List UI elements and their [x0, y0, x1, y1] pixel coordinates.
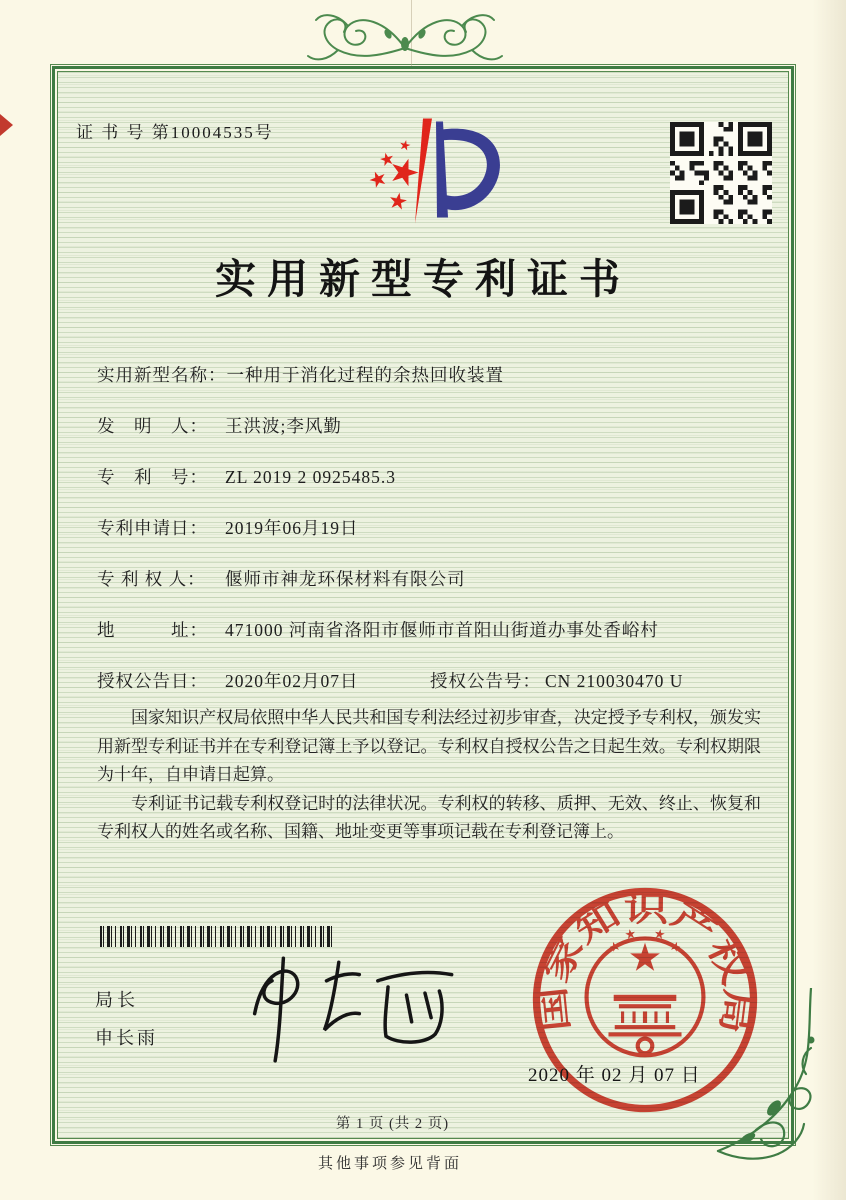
field-label: 实用新型名称：	[97, 365, 227, 385]
director-title: 局长	[95, 990, 139, 1010]
field-list	[97, 363, 769, 720]
legal-paragraph-1: 国家知识产权局依照中华人民共和国专利法经过初步审查，决定授予专利权，颁发实用新型专利证书并在专利登记簿上予以登记。专利权自授权公告之日起生效。专利权期限为十年，自申请日起算。	[97, 708, 761, 784]
field-grant-number	[430, 669, 683, 693]
field-value: 王洪波;李风勤	[225, 416, 342, 436]
field-value: 一种用于消化过程的余热回收装置	[226, 365, 504, 385]
field-row-filing-date	[97, 516, 769, 540]
certificate-title: 实用新型专利证书	[215, 256, 631, 302]
page-indicator: 第 1 页 (共 2 页)	[335, 1116, 450, 1132]
director-signature	[222, 950, 472, 1068]
legal-paragraph-2: 专利证书记载专利权登记时的法律状况。专利权的转移、质押、无效、终止、恢复和专利权人的姓名或名称、国籍、地址变更等事项记载在专利登记簿上。	[97, 793, 761, 841]
field-value: 471000 河南省洛阳市偃师市首阳山街道办事处香峪村	[225, 620, 659, 640]
red-bookmark-mark	[0, 114, 13, 136]
field-label: 专 利 权 人：	[97, 569, 206, 589]
barcode	[100, 926, 332, 947]
legal-text	[97, 704, 761, 847]
top-border-ornament-icon	[278, 4, 532, 70]
director-name: 申长雨	[95, 1028, 158, 1048]
qr-code	[670, 122, 772, 224]
field-value: 2019年06月19日	[225, 518, 359, 538]
national-emblem-icon	[587, 928, 704, 1055]
field-value: CN 210030470 U	[545, 671, 684, 691]
field-value: 2020年02月07日	[225, 671, 359, 691]
field-value: ZL 2019 2 0925485.3	[225, 467, 396, 487]
field-label: 发 明 人：	[97, 416, 208, 436]
field-row-address	[97, 618, 769, 642]
cnipa-logo-icon	[338, 104, 533, 242]
field-row-patentee	[97, 567, 769, 591]
field-row-inventor	[97, 414, 769, 438]
field-row-name	[97, 363, 769, 387]
field-value: 偃师市神龙环保材料有限公司	[225, 569, 466, 589]
field-label: 地 址：	[97, 620, 208, 640]
field-label: 专利申请日：	[97, 518, 208, 538]
field-label: 授权公告号：	[430, 671, 541, 691]
field-row-grant-date	[97, 669, 769, 693]
field-label: 专 利 号：	[97, 467, 208, 487]
field-label: 授权公告日：	[97, 671, 208, 691]
seal-text: 国家知识产权局	[535, 890, 757, 1034]
seal-date: 2020 年 02 月 07 日	[528, 1065, 701, 1086]
field-row-patent-no	[97, 465, 769, 489]
back-note: 其他事项参见背面	[317, 1156, 462, 1172]
certificate-number: 证 书 号 第10004535号	[76, 123, 274, 142]
